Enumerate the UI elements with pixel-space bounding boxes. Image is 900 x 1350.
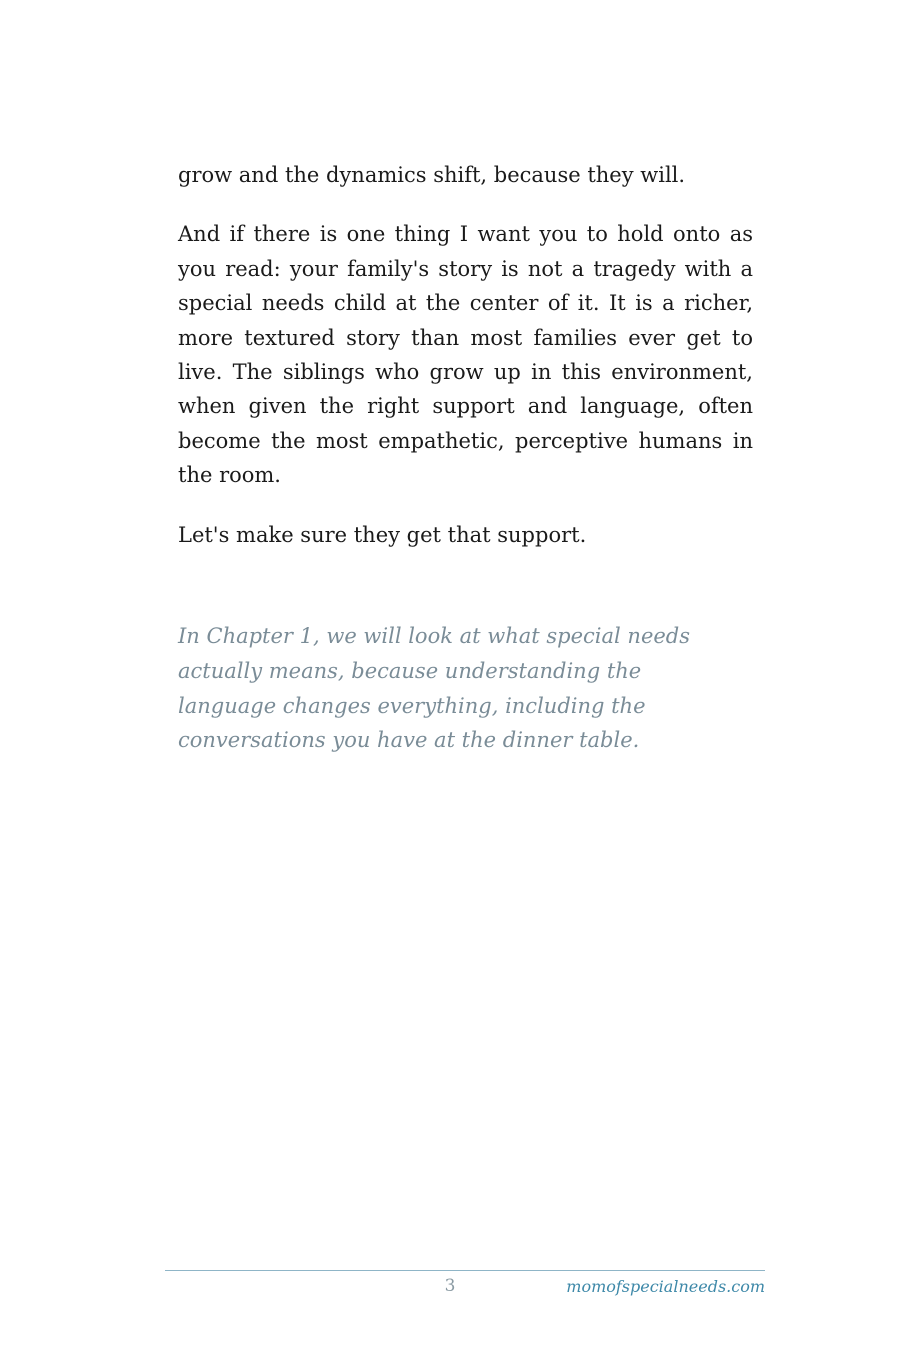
body-paragraph: grow and the dynamics shift, because they will. [178,163,686,187]
footer-divider [165,1270,765,1271]
chapter-teaser: In Chapter 1, we will look at what special needs actually means, because understanding the language changes everything, including the conversations you have at the dinner table. [178,624,691,753]
body-paragraph: And if there is one thing I want you to hold onto as you read: your family's story is not a tragedy with a special needs child at the center of it. It is a richer, more textured story than most families ever get to live. The siblings who grow up in this environment, when given the right support and language, often become the most empathetic, perceptive humans in the room. [178,222,753,488]
page-body [178,158,753,552]
website-link[interactable]: momofspecialneeds.com [566,1277,765,1296]
page-number: 3 [444,1276,456,1296]
body-paragraph: Let's make sure they get that support. [178,522,587,547]
